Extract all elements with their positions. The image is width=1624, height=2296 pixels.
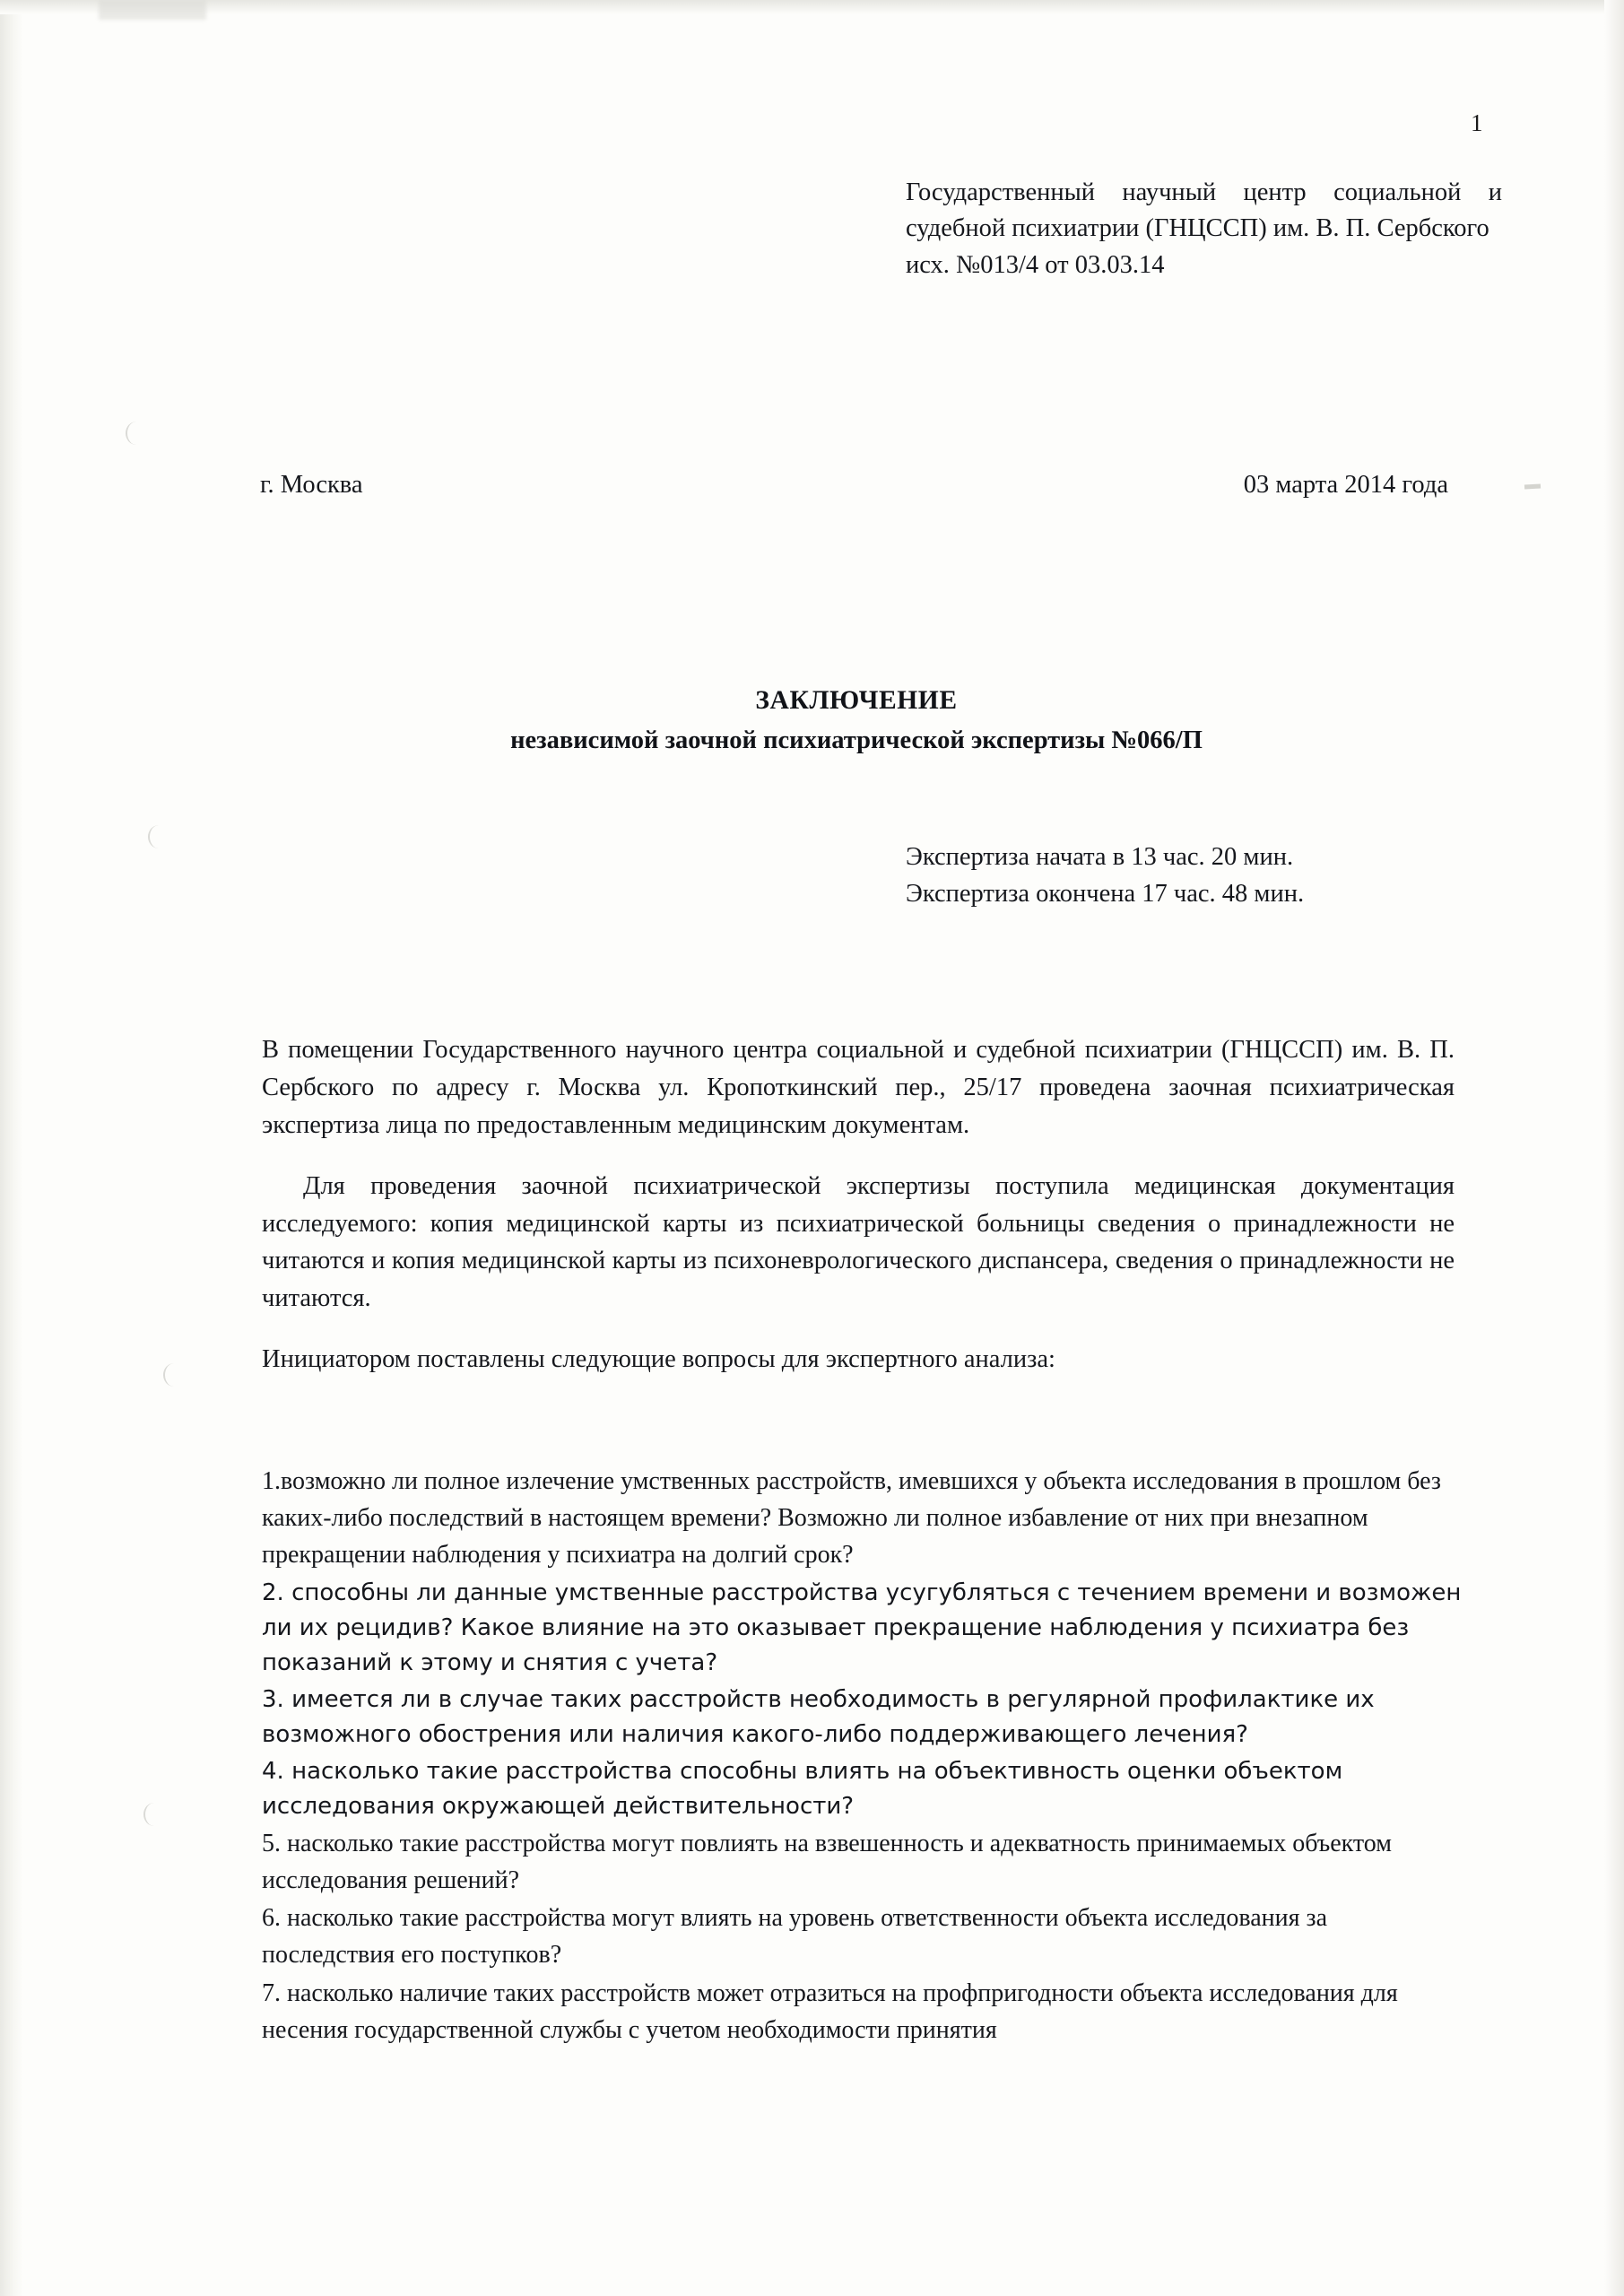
examination-time-block — [906, 839, 1304, 913]
list-item: 7. насколько наличие таких расстройств может отразиться на профпригодности объекта исследования для несения государственной службы с учетом необходимости принятия — [262, 1979, 1398, 2044]
list-item: 3. имеется ли в случае таких расстройств необходимость в регулярной профилактике их возможного обострения или наличия какого-либо поддерживающего лечения? — [262, 1685, 1375, 1748]
letterhead-reference: исх. №013/4 от 03.03.14 — [906, 250, 1165, 279]
time-finished: Экспертиза окончена 17 час. 48 мин. — [906, 880, 1305, 909]
time-started: Экспертиза начата в 13 час. 20 мин. — [906, 843, 1294, 871]
list-item: 4. насколько такие расстройства способны влиять на объективность оценки объектом исследования окружающей действительности? — [262, 1757, 1343, 1820]
letterhead-organization: Государственный научный центр социальной и судебной психиатрии (ГНЦССП) им. В. П. Сербского — [906, 178, 1502, 243]
document-title-block — [260, 686, 1453, 755]
list-item: 6. насколько такие расстройства могут влиять на уровень ответственности объекта исследования за последствия его поступков? — [262, 1904, 1327, 1970]
body-text — [262, 1031, 1455, 1402]
list-item: 5. насколько такие расстройства могут повлиять на взвешенность и адекватность принимаемых объектом исследования решений? — [262, 1829, 1392, 1894]
questions-list — [262, 1464, 1463, 2051]
list-item: 1.возможно ли полное излечение умственных расстройств, имевшихся у объекта исследования в прошлом без каких-либо последствий в настоящем времени? Возможно ли полное избавление от них при внезапном прекращении наблюдения у психиатра на долгий срок? — [262, 1467, 1441, 1569]
paragraph-questions-intro: Инициатором поставлены следующие вопросы для экспертного анализа: — [262, 1345, 1055, 1374]
page-number: 1 — [1471, 109, 1483, 136]
page-title: ЗАКЛЮЧЕНИЕ — [755, 686, 958, 715]
list-item: 2. способны ли данные умственные расстройства усугубляться с течением времени и возможен ли их рецидив? Какое влияние на это оказывает прекращение наблюдения у психиатра без показаний к этому и снятия с учета? — [262, 1578, 1462, 1676]
page-subtitle: независимой заочной психиатрической экспертизы №066/П — [510, 726, 1203, 754]
paragraph-venue: В помещении Государственного научного центра социальной и судебной психиатрии (ГНЦССП) им. В. П. Сербского по адресу г. Москва ул. Кропоткинский пер., 25/17 проведена заочная психиатрическая экспертиза лица по предоставленным медицинским документам. — [262, 1036, 1455, 1139]
letterhead — [906, 175, 1502, 283]
date: 03 марта 2014 года — [1243, 471, 1448, 499]
paragraph-materials: Для проведения заочной психиатрической экспертизы поступила медицинская документация исследуемого: копия медицинской карты из психиатрической больницы сведения о принадлежности не читаются и копия медицинской карты из психоневрологического диспансера, сведения о принадлежности не читаются. — [262, 1171, 1455, 1313]
place-date-row — [260, 471, 1448, 500]
place: г. Москва — [260, 471, 363, 499]
